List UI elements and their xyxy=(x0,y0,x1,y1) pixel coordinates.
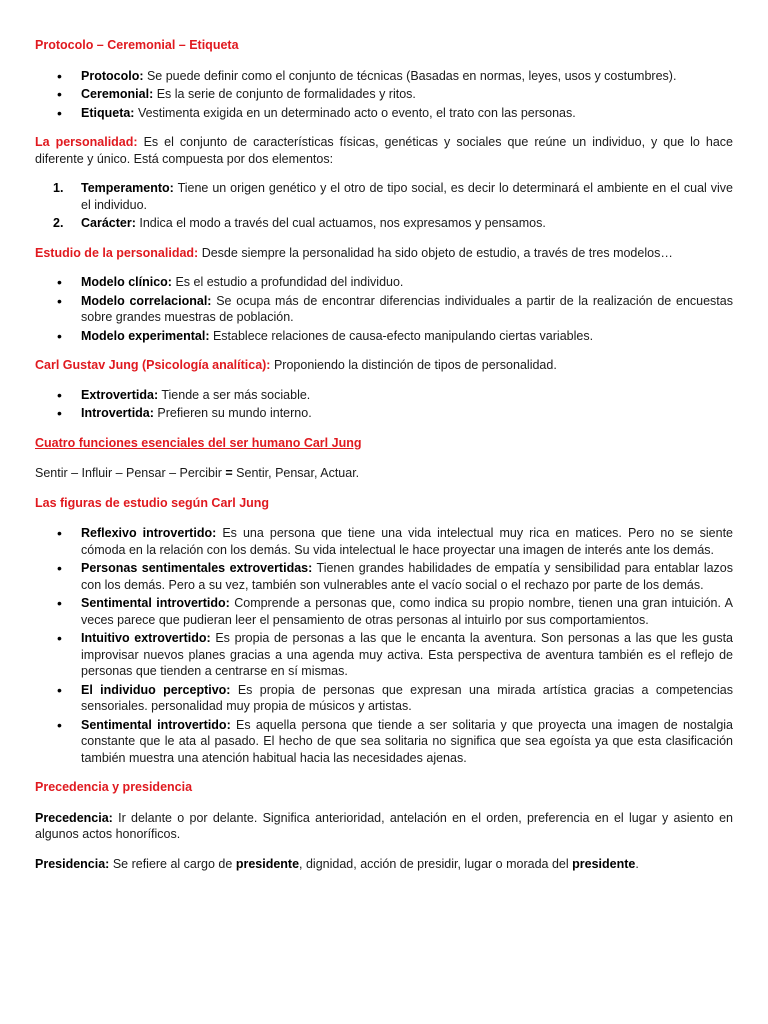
heading-figuras: Las figuras de estudio según Carl Jung xyxy=(35,495,270,510)
definition: Tiende a ser más sociable. xyxy=(158,387,311,402)
list-item xyxy=(35,595,733,628)
list-item xyxy=(35,682,733,715)
term: Sentimental introvertido: xyxy=(81,596,230,610)
list-figuras xyxy=(35,525,733,766)
term: Modelo clínico: xyxy=(81,275,172,289)
term: Precedencia: xyxy=(35,810,113,825)
paragraph-estudio xyxy=(35,245,733,262)
term: Reflexivo introvertido: xyxy=(81,526,217,540)
term-personalidad: La personalidad: xyxy=(35,135,138,149)
list-item xyxy=(35,293,733,326)
list-item xyxy=(35,717,733,767)
paragraph-text: Proponiendo la distinción de tipos de personalidad. xyxy=(270,358,557,372)
term: El individuo perceptivo: xyxy=(81,682,231,697)
list-item xyxy=(35,328,733,345)
term-estudio: Estudio de la personalidad: xyxy=(35,245,199,260)
definition: Se puede definir como el conjunto de técnicas (Basadas en normas, leyes, usos y costumbres). xyxy=(143,68,677,83)
term: Sentimental introvertido: xyxy=(81,717,231,732)
definition: Prefieren su mundo interno. xyxy=(153,406,312,420)
list-item xyxy=(35,180,733,213)
heading-funciones: Cuatro funciones esenciales del ser humano Carl Jung xyxy=(35,435,362,450)
definition: Vestimenta exigida en un determinado acto o evento, el trato con las personas. xyxy=(134,105,576,120)
list-number: 2. xyxy=(53,216,64,230)
funciones-result: Sentir, Pensar, Actuar. xyxy=(232,466,360,480)
term: Etiqueta: xyxy=(81,105,135,120)
paragraph-personalidad xyxy=(35,134,733,167)
heading-precedencia: Precedencia y presidencia xyxy=(35,780,193,794)
term: Protocolo: xyxy=(81,68,144,83)
list-item xyxy=(35,630,733,680)
definition: Establece relaciones de causa-efecto manipulando ciertas variables. xyxy=(209,328,594,343)
list-modelos xyxy=(35,274,733,344)
term: Modelo experimental: xyxy=(81,328,210,343)
list-item xyxy=(35,215,733,232)
list-personalidad xyxy=(35,180,733,232)
paragraph-text: Es el conjunto de características físicas, genéticas y sociales que reúne un individuo, y que lo hace diferente y único. Está compuesta por dos elementos: xyxy=(35,135,733,166)
list-item xyxy=(35,525,733,558)
term: Presidencia: xyxy=(35,856,110,871)
equals-sign: = xyxy=(225,466,233,480)
definition: Se refiere al cargo de xyxy=(109,856,236,871)
definition: Es propia de personas a las que le encanta la aventura. Son personas a las que les gusta improvisar nuevos planes gracias a una agenda muy activa. Esta perspectiva de aventura también es el reflejo de personas que tienden a centrarse en sí mismas. xyxy=(81,631,733,678)
paragraph-jung xyxy=(35,357,733,374)
list-item xyxy=(35,105,733,122)
term: Carácter: xyxy=(81,216,136,230)
definition: Es la serie de conjunto de formalidades y ritos. xyxy=(153,87,416,101)
definition: Se ocupa más de encontrar diferencias individuales a partir de la realización de encuestas sobre grandes muestras de población. xyxy=(81,293,733,324)
list-number: 1. xyxy=(53,181,64,195)
heading-protocolo: Protocolo – Ceremonial – Etiqueta xyxy=(35,38,239,52)
list-item xyxy=(35,86,733,103)
term: Intuitivo extrovertido: xyxy=(81,631,211,645)
list-item xyxy=(35,405,733,422)
definition: Es una persona que tiene una vida intelectual muy rica en matices. Pero no se siente cómoda en la relación con los demás. Su vida intelectual le hace proyectar una imagen de interés ante los demás. xyxy=(81,526,734,557)
definition: Es aquella persona que tiende a ser solitaria y que proyecta una imagen de nostalgia constante que le ata al pasado. El hecho de que sea solitaria no significa que sea egoísta ya que esta clasificación también muestra una atención habitual hacia las necesidades ajenas. xyxy=(81,717,733,765)
funciones-list: Sentir – Influir – Pensar – Percibir xyxy=(35,466,226,480)
list-item xyxy=(35,274,733,291)
paragraph-presidencia xyxy=(35,856,733,873)
term: Ceremonial: xyxy=(81,87,154,101)
paragraph-funciones xyxy=(35,465,733,482)
definition: Comprende a personas que, como indica su propio nombre, tienen una gran intuición. A veces parece que pudieran leer el pensamiento de otras personas al intuirlo por sus comportamientos. xyxy=(81,596,733,627)
term: Personas sentimentales extrovertidas: xyxy=(81,561,313,575)
term: Introvertida: xyxy=(81,406,154,420)
list-item xyxy=(35,387,733,404)
definition: . xyxy=(635,856,639,871)
paragraph-text: Desde siempre la personalidad ha sido objeto de estudio, a través de tres modelos… xyxy=(198,245,673,260)
term: Extrovertida: xyxy=(81,387,159,402)
list-item xyxy=(35,68,733,85)
term: Modelo correlacional: xyxy=(81,293,212,308)
definition: Indica el modo a través del cual actuamos, nos expresamos y pensamos. xyxy=(135,216,546,230)
bold-word: presidente xyxy=(235,856,300,871)
definition: Tienen grandes habilidades de empatía y sensibilidad para entablar lazos con los demás. Pero a su vez, también son vulnerables ante el vacío social o el rechazo por parte de los demás. xyxy=(81,561,733,592)
term: Temperamento: xyxy=(81,181,174,195)
definition: Es el estudio a profundidad del individuo. xyxy=(171,275,404,289)
bold-word: presidente xyxy=(572,856,636,871)
definition: , dignidad, acción de presidir, lugar o morada del xyxy=(299,856,573,871)
list-jung xyxy=(35,387,733,422)
definition: Es propia de personas que expresan una mirada artística gracias a competencias sensoriales. personalidad muy propia de músicos y artistas. xyxy=(81,682,733,713)
definition: Ir delante o por delante. Significa anterioridad, antelación en el orden, preferencia en el lugar y asiento en algunos actos honoríficos. xyxy=(35,810,733,841)
term-jung: Carl Gustav Jung (Psicología analítica): xyxy=(35,358,271,372)
list-item xyxy=(35,560,733,593)
definition: Tiene un origen genético y el otro de tipo social, es decir lo determinará el ambiente en el cual vive el individuo. xyxy=(81,181,733,212)
list-protocolo xyxy=(35,68,733,122)
paragraph-precedencia xyxy=(35,810,733,843)
